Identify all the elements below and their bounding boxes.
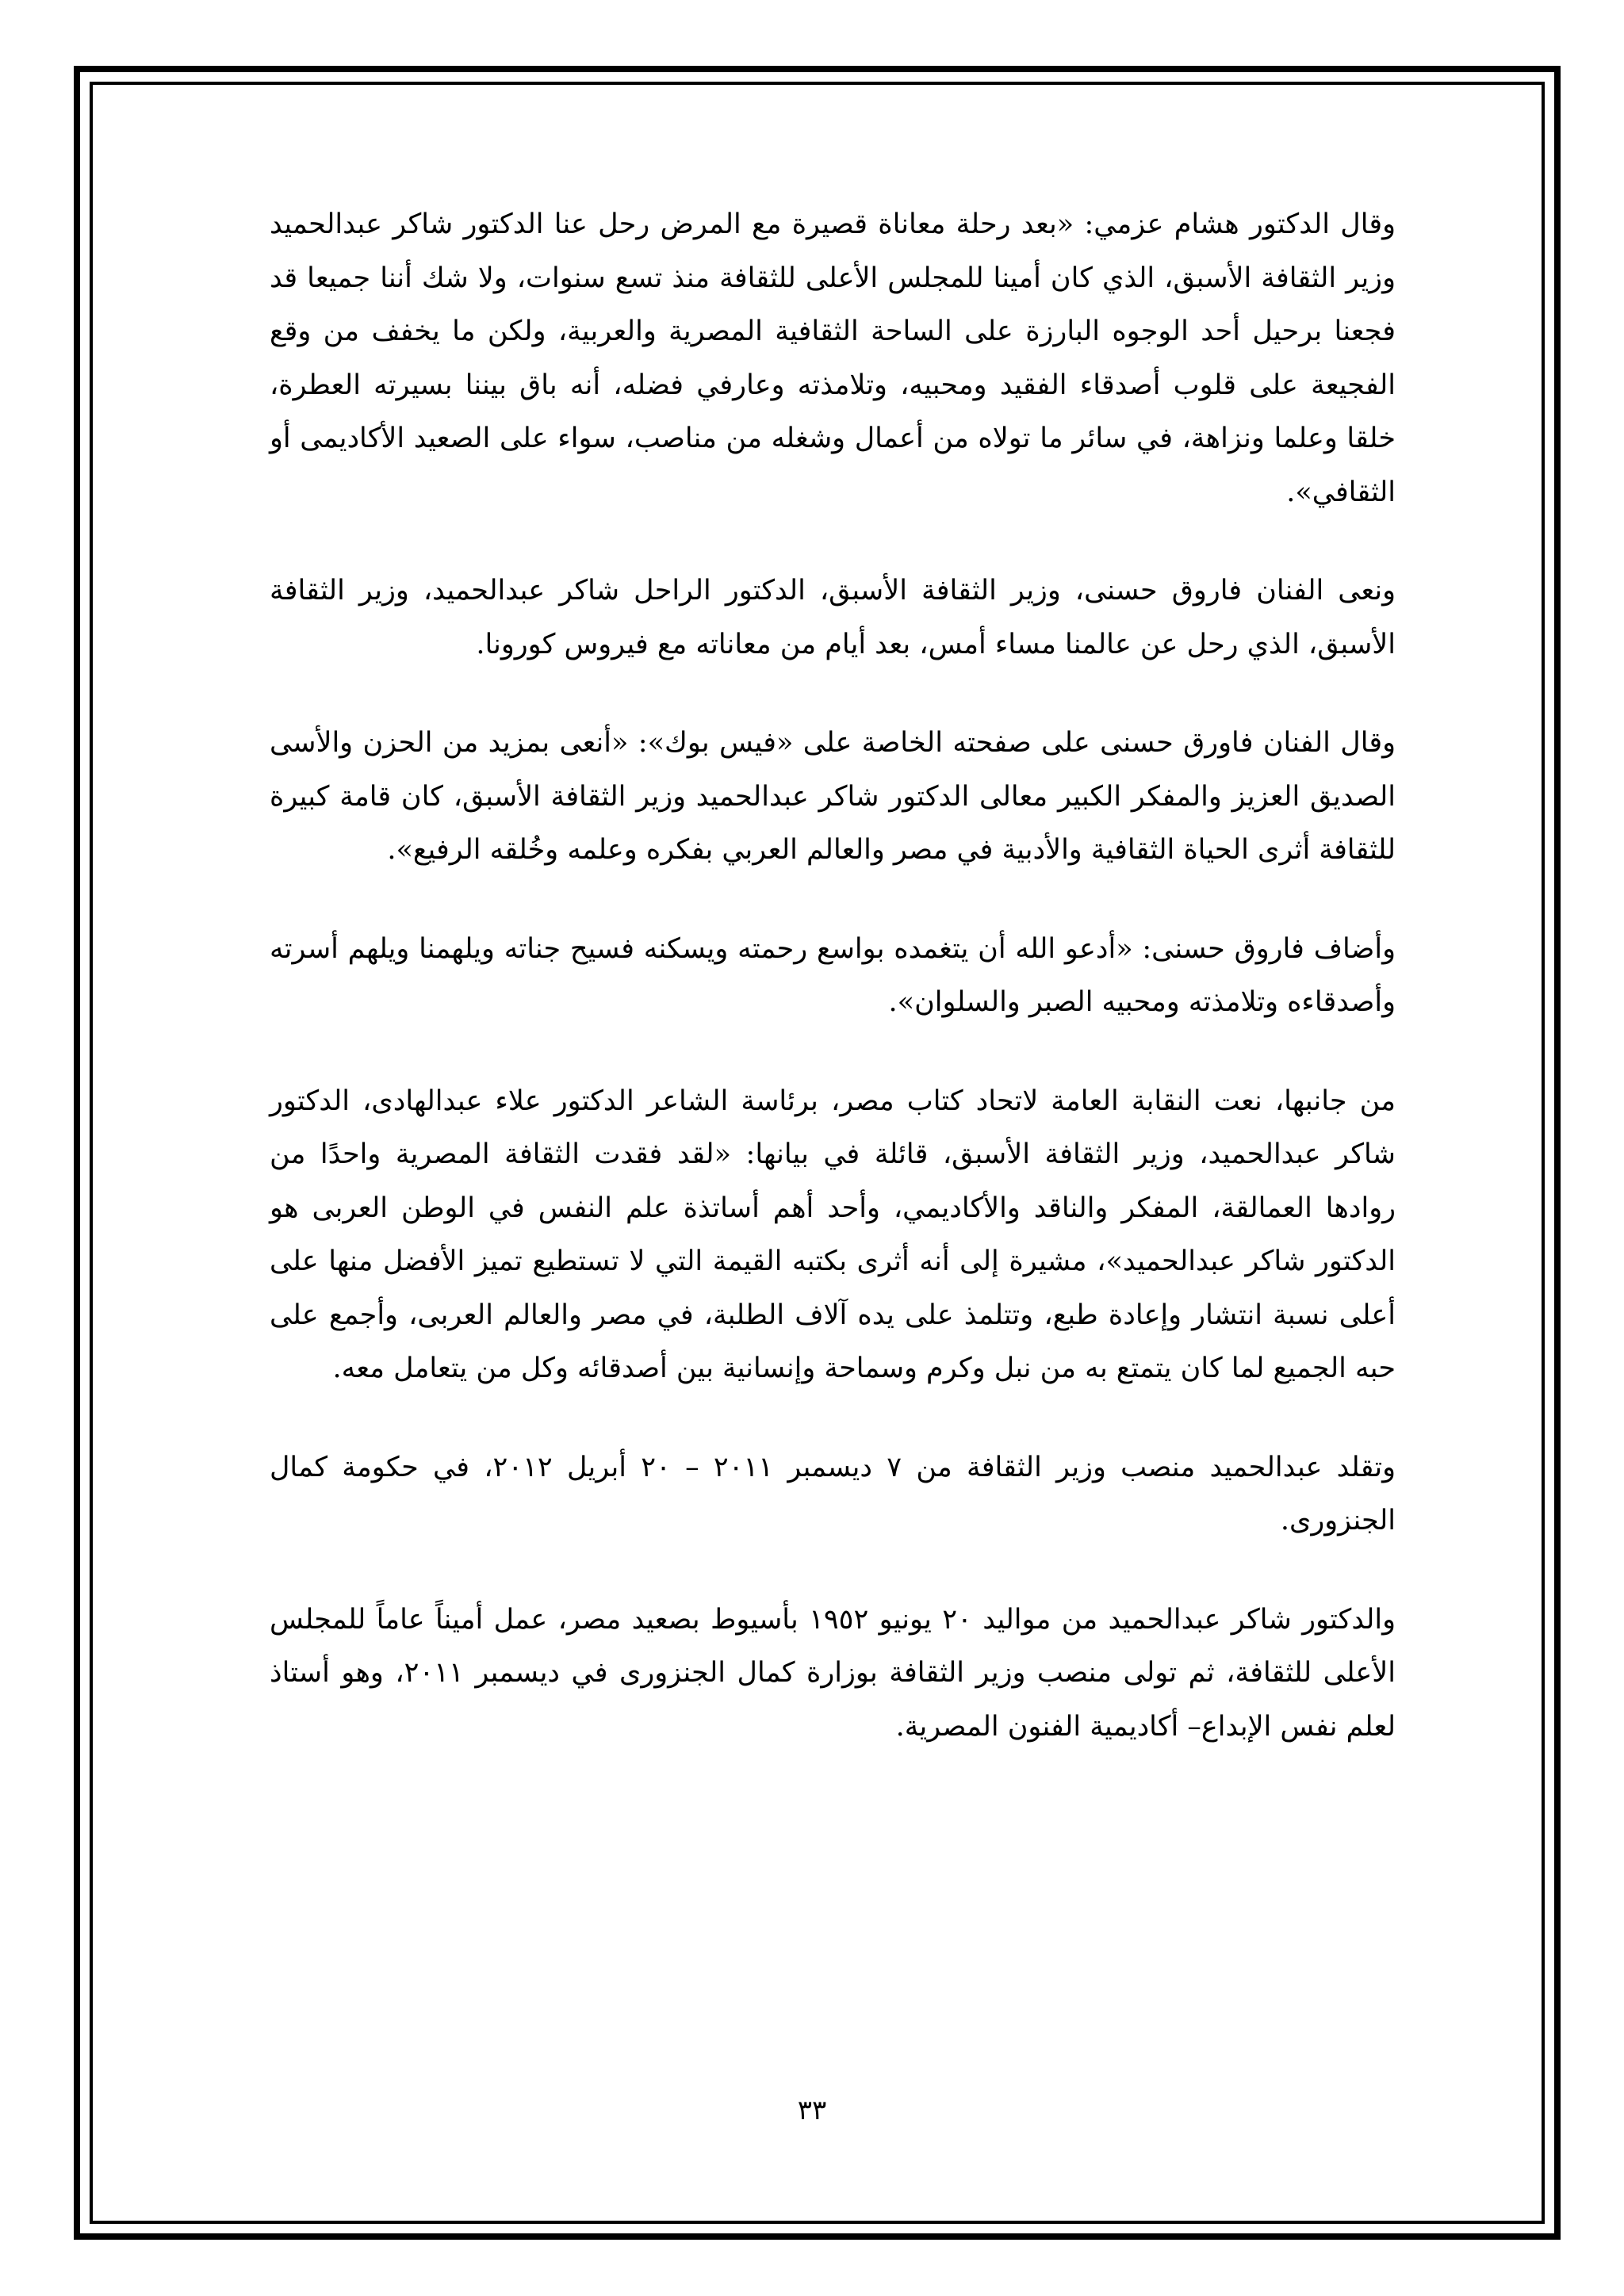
paragraph-farouk-hosny-facebook: وقال الفنان فاورق حسنى على صفحته الخاصة على «فيس بوك»: «أنعى بمزيد من الحزن والأسى الصديق العزيز والمفكر الكبير معالى الدكتور شاكر عبدالحميد وزير الثقافة الأسبق، كان قامة كبيرة للثقافة أثرى الحياة الثقافية والأدبية في مصر والعالم العربي بفكره وعلمه وخُلقه الرفيع».: [270, 727, 1396, 866]
article-body: [270, 198, 1396, 1799]
paragraph-biography: والدكتور شاكر عبدالحميد من مواليد ٢٠ يونيو ١٩٥٢ بأسيوط بصعيد مصر، عمل أميناً عاماً للمجلس الأعلى للثقافة، ثم تولى منصب وزير الثقافة بوزارة كمال الجنزورى في ديسمبر ٢٠١١، وهو أستاذ لعلم نفس الإبداع– أكاديمية الفنون المصرية.: [270, 1603, 1396, 1743]
paragraph-hesham-azmy-quote: وقال الدكتور هشام عزمي: «بعد رحلة معاناة قصيرة مع المرض رحل عنا الدكتور شاكر عبدالحميد وزير الثقافة الأسبق، الذي كان أمينا للمجلس الأعلى للثقافة منذ تسع سنوات، ولا شك أننا جميعا قد فجعنا برحيل أحد الوجوه البارزة على الساحة الثقافية المصرية والعربية، ولكن ما يخفف من وقع الفجيعة على قلوب أصدقاء الفقيد ومحبيه، وتلامذته وعارفي فضله، أنه باق بيننا بسيرته العطرة، خلقا وعلما ونزاهة، في سائر ما تولاه من أعمال وشغله من مناصب، سواء على الصعيد الأكاديمى أو الثقافي».: [270, 209, 1396, 508]
page-number: ٣٣: [797, 2095, 827, 2126]
paragraph-farouk-hosny-prayer: وأضاف فاروق حسنى: «أدعو الله أن يتغمده بواسع رحمته ويسكنه فسيح جناته ويلهمنا ويلهم أسرته وأصدقاءه وتلامذته ومحبيه الصبر والسلوان».: [270, 932, 1396, 1018]
paragraph-writers-union: من جانبها، نعت النقابة العامة لاتحاد كتاب مصر، برئاسة الشاعر الدكتور علاء عبدالهادى، الدكتور شاكر عبدالحميد، وزير الثقافة الأسبق، قائلة في بيانها: «لقد فقدت الثقافة المصرية واحدًا من روادها العمالقة، المفكر والناقد والأكاديمي، وأحد أهم أساتذة علم النفس في الوطن العربى هو الدكتور شاكر عبدالحميد»، مشيرة إلى أنه أثرى بكتبه القيمة التي لا تستطيع تميز الأفضل منها على أعلى نسبة انتشار وإعادة طبع، وتتلمذ على يده آلاف الطلبة، في مصر والعالم العربى، وأجمع على حبه الجميع لما كان يتمتع به من نبل وكرم وسماحة وإنسانية بين أصدقائه وكل من يتعامل معه.: [270, 1085, 1396, 1384]
paragraph-farouk-hosny-mourning: ونعى الفنان فاروق حسنى، وزير الثقافة الأسبق، الدكتور الراحل شاكر عبدالحميد، وزير الثقافة الأسبق، الذي رحل عن عالمنا مساء أمس، بعد أيام من معاناته مع فيروس كورونا.: [270, 575, 1396, 660]
paragraph-ministry-term: وتقلد عبدالحميد منصب وزير الثقافة من ٧ ديسمبر ٢٠١١ – ٢٠ أبريل ٢٠١٢، في حكومة كمال الجنزورى.: [270, 1451, 1396, 1536]
